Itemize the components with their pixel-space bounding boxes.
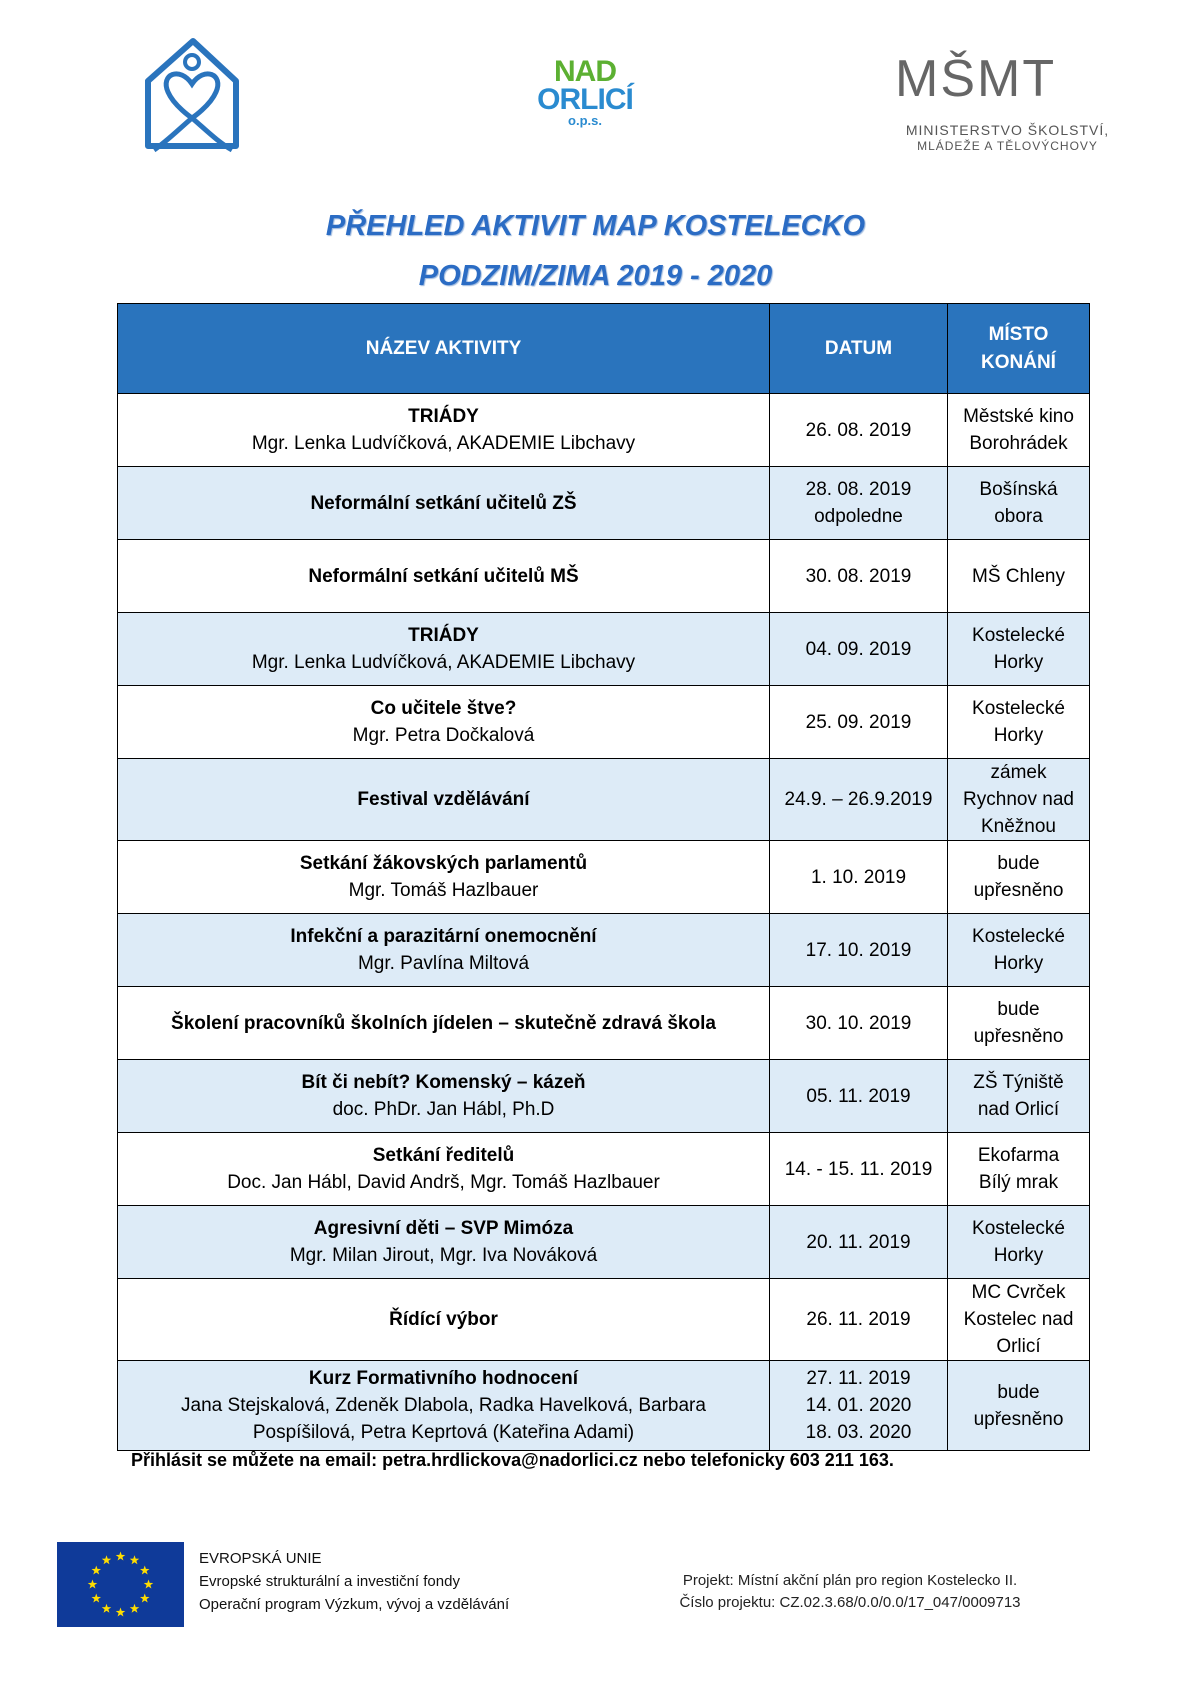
activity-name: Řídící výbor: [389, 1309, 498, 1330]
activity-lecturer: Mgr. Lenka Ludvíčková, AKADEMIE Libchavy: [251, 433, 636, 454]
activity-cell: [118, 686, 770, 759]
place-line: Kostelecké: [972, 625, 1065, 646]
msmt-logo: [895, 44, 1120, 154]
activity-name: Agresivní děti – SVP Mimóza: [313, 1218, 574, 1239]
place-line: Kostelec nad: [963, 1309, 1074, 1330]
table-row: [118, 540, 1090, 613]
place-line: Horky: [993, 725, 1044, 746]
place-line: bude: [997, 1381, 1040, 1403]
eu-funding-text: [199, 1547, 509, 1616]
place-line: Rychnov nad: [963, 789, 1074, 810]
place-cell: [948, 987, 1090, 1060]
date-cell: [770, 613, 948, 686]
activity-name: Neformální setkání učitelů ZŠ: [310, 492, 577, 514]
activity-cell: [118, 540, 770, 613]
date-line: 28. 08. 2019: [805, 479, 912, 500]
nad-orlici-line2: ORLICÍ: [537, 83, 633, 116]
msmt-line2: MLÁDEŽE A TĚLOVÝCHOVY: [917, 139, 1098, 153]
date-cell: [770, 1133, 948, 1206]
place-line: upřesněno: [973, 1026, 1064, 1047]
header-place-line2: KONÁNÍ: [981, 351, 1056, 373]
activity-name: Setkání žákovských parlamentů: [299, 853, 588, 874]
date-line: 27. 11. 2019: [806, 1368, 911, 1389]
place-cell: [948, 1060, 1090, 1133]
activity-lecturer: doc. PhDr. Jan Hábl, Ph.D: [332, 1099, 555, 1120]
date-cell: [770, 987, 948, 1060]
place-cell: [948, 914, 1090, 987]
date-line: 17. 10. 2019: [805, 939, 912, 961]
place-cell: [948, 686, 1090, 759]
place-line: MC Cvrček: [971, 1282, 1066, 1303]
table-row: [118, 1133, 1090, 1206]
place-line: Horky: [993, 652, 1044, 673]
activity-name: TRIÁDY: [408, 625, 479, 646]
place-line: MŠ Chleny: [972, 565, 1065, 587]
msmt-line1: MINISTERSTVO ŠKOLSTVÍ,: [905, 122, 1110, 138]
place-cell: [948, 1206, 1090, 1279]
activity-cell: [118, 759, 770, 841]
header-place-line1: MÍSTO: [988, 323, 1049, 345]
date-line: 1. 10. 2019: [810, 866, 907, 888]
eu-line1: EVROPSKÁ UNIE: [199, 1550, 322, 1567]
project-number: Číslo projektu: CZ.02.3.68/0.0/0.0/17_047/0009713: [679, 1594, 1021, 1611]
date-line: 25. 09. 2019: [805, 711, 912, 733]
activity-name: TRIÁDY: [408, 406, 479, 427]
date-line: 05. 11. 2019: [806, 1085, 911, 1107]
place-cell: [948, 540, 1090, 613]
map-kostelecko-logo: [108, 26, 278, 176]
place-cell: [948, 394, 1090, 467]
activity-lecturer: Jana Stejskalová, Zdeněk Dlabola, Radka Havelková, Barbara Pospíšilová, Petra Keprtová (Kateřina Adami): [181, 1395, 706, 1443]
date-line: 30. 08. 2019: [805, 565, 912, 587]
place-line: Městské kino: [963, 406, 1074, 427]
place-cell: [948, 1361, 1090, 1451]
table-row: [118, 613, 1090, 686]
table-row: [118, 841, 1090, 914]
activity-lecturer: Mgr. Petra Dočkalová: [352, 725, 535, 746]
table-row: [118, 1060, 1090, 1133]
place-line: Ekofarma: [977, 1145, 1060, 1166]
place-line: Kostelecké: [972, 1218, 1065, 1239]
place-line: upřesněno: [973, 1408, 1064, 1430]
activity-lecturer: Mgr. Tomáš Hazlbauer: [348, 880, 539, 901]
page-title-line2: PODZIM/ZIMA 2019 - 2020: [418, 260, 773, 292]
date-line: 30. 10. 2019: [805, 1012, 912, 1034]
date-line: 18. 03. 2020: [805, 1422, 912, 1443]
activity-name: Festival vzdělávání: [357, 789, 530, 810]
contact-info: Přihlásit se můžete na email: petra.hrdlickova@nadorlici.cz nebo telefonicky 603 211 163.: [131, 1450, 894, 1470]
place-line: Orlicí: [996, 1336, 1041, 1357]
date-cell: [770, 1361, 948, 1451]
place-line: obora: [994, 506, 1043, 527]
activity-cell: [118, 841, 770, 914]
activity-cell: [118, 987, 770, 1060]
place-cell: [948, 613, 1090, 686]
place-cell: [948, 1279, 1090, 1361]
place-line: Kostelecké: [972, 926, 1065, 947]
date-line: 14. - 15. 11. 2019: [784, 1158, 933, 1180]
date-cell: [770, 467, 948, 540]
place-line: bude: [997, 999, 1040, 1020]
activity-name: Kurz Formativního hodnocení: [308, 1368, 579, 1389]
date-cell: [770, 1206, 948, 1279]
place-line: bude: [997, 853, 1040, 874]
activity-name: Setkání ředitelů: [372, 1145, 515, 1166]
activity-name: Co učitele štve?: [370, 698, 517, 719]
eu-flag-icon: [57, 1542, 184, 1627]
activities-table: [117, 303, 1090, 1451]
activity-lecturer: Mgr. Milan Jirout, Mgr. Iva Nováková: [289, 1245, 598, 1266]
project-name: Projekt: Místní akční plán pro region Kostelecko II.: [682, 1572, 1018, 1589]
date-line: odpoledne: [814, 506, 903, 527]
place-line: Kněžnou: [980, 816, 1056, 837]
date-cell: [770, 759, 948, 841]
place-line: Bošínská: [979, 479, 1058, 500]
msmt-letters: MŠMT: [895, 50, 1057, 108]
activity-cell: [118, 1361, 770, 1451]
table-row: [118, 467, 1090, 540]
house-heart-icon: [108, 26, 278, 176]
place-line: ZŠ Týniště: [973, 1072, 1064, 1093]
activity-cell: [118, 1206, 770, 1279]
project-info: [640, 1570, 1060, 1614]
activity-cell: [118, 613, 770, 686]
table-row: [118, 686, 1090, 759]
date-line: 26. 11. 2019: [806, 1309, 911, 1330]
date-line: 24.9. – 26.9.2019: [784, 789, 933, 810]
date-cell: [770, 1279, 948, 1361]
table-row: [118, 1361, 1090, 1451]
date-cell: [770, 914, 948, 987]
nad-orlici-line3: o.p.s.: [568, 113, 602, 128]
header-date: DATUM: [770, 304, 948, 394]
activity-cell: [118, 1133, 770, 1206]
table-row: [118, 914, 1090, 987]
table-row: [118, 759, 1090, 841]
activity-lecturer: Mgr. Lenka Ludvíčková, AKADEMIE Libchavy: [251, 652, 636, 673]
activity-cell: [118, 394, 770, 467]
activity-cell: [118, 914, 770, 987]
place-line: Bílý mrak: [978, 1172, 1059, 1193]
nad-orlici-line1: NAD: [554, 55, 616, 88]
table-header-row: [118, 304, 1090, 394]
date-line: 04. 09. 2019: [805, 638, 912, 660]
activity-cell: [118, 1060, 770, 1133]
activity-name: Bít či nebít? Komenský – kázeň: [301, 1072, 586, 1093]
date-line: 26. 08. 2019: [805, 419, 912, 441]
date-cell: [770, 540, 948, 613]
place-cell: [948, 841, 1090, 914]
activity-name: Školení pracovníků školních jídelen – skutečně zdravá škola: [171, 1012, 716, 1034]
activity-cell: [118, 1279, 770, 1361]
place-line: Horky: [993, 1245, 1044, 1266]
activity-name: Neformální setkání učitelů MŠ: [308, 565, 579, 587]
date-cell: [770, 686, 948, 759]
header-name: NÁZEV AKTIVITY: [118, 304, 770, 394]
table-row: [118, 394, 1090, 467]
activity-cell: [118, 467, 770, 540]
place-line: Kostelecké: [972, 698, 1065, 719]
place-line: nad Orlicí: [977, 1099, 1060, 1120]
place-cell: [948, 1133, 1090, 1206]
place-line: zámek: [990, 762, 1047, 783]
place-line: upřesněno: [973, 880, 1064, 901]
date-cell: [770, 1060, 948, 1133]
place-cell: [948, 467, 1090, 540]
place-cell: [948, 759, 1090, 841]
page-title-line1: PŘEHLED AKTIVIT MAP KOSTELECKO: [325, 210, 866, 242]
activity-name: Infekční a parazitární onemocnění: [290, 926, 597, 947]
table-row: [118, 1279, 1090, 1361]
date-cell: [770, 841, 948, 914]
nad-orlici-logo: [520, 55, 650, 138]
date-line: 14. 01. 2020: [805, 1395, 912, 1416]
place-line: Horky: [993, 953, 1044, 974]
date-cell: [770, 394, 948, 467]
header-place: [948, 304, 1090, 394]
place-line: Borohrádek: [969, 433, 1068, 454]
eu-line2: Evropské strukturální a investiční fondy: [199, 1573, 460, 1590]
date-line: 20. 11. 2019: [806, 1231, 911, 1253]
map-logo-text: [108, 26, 109, 27]
eu-line3: Operační program Výzkum, vývoj a vzdělávání: [199, 1596, 510, 1613]
activity-lecturer: Mgr. Pavlína Miltová: [357, 953, 530, 974]
table-row: [118, 1206, 1090, 1279]
table-row: [118, 987, 1090, 1060]
activity-lecturer: Doc. Jan Hábl, David Andrš, Mgr. Tomáš Hazlbauer: [227, 1172, 660, 1193]
